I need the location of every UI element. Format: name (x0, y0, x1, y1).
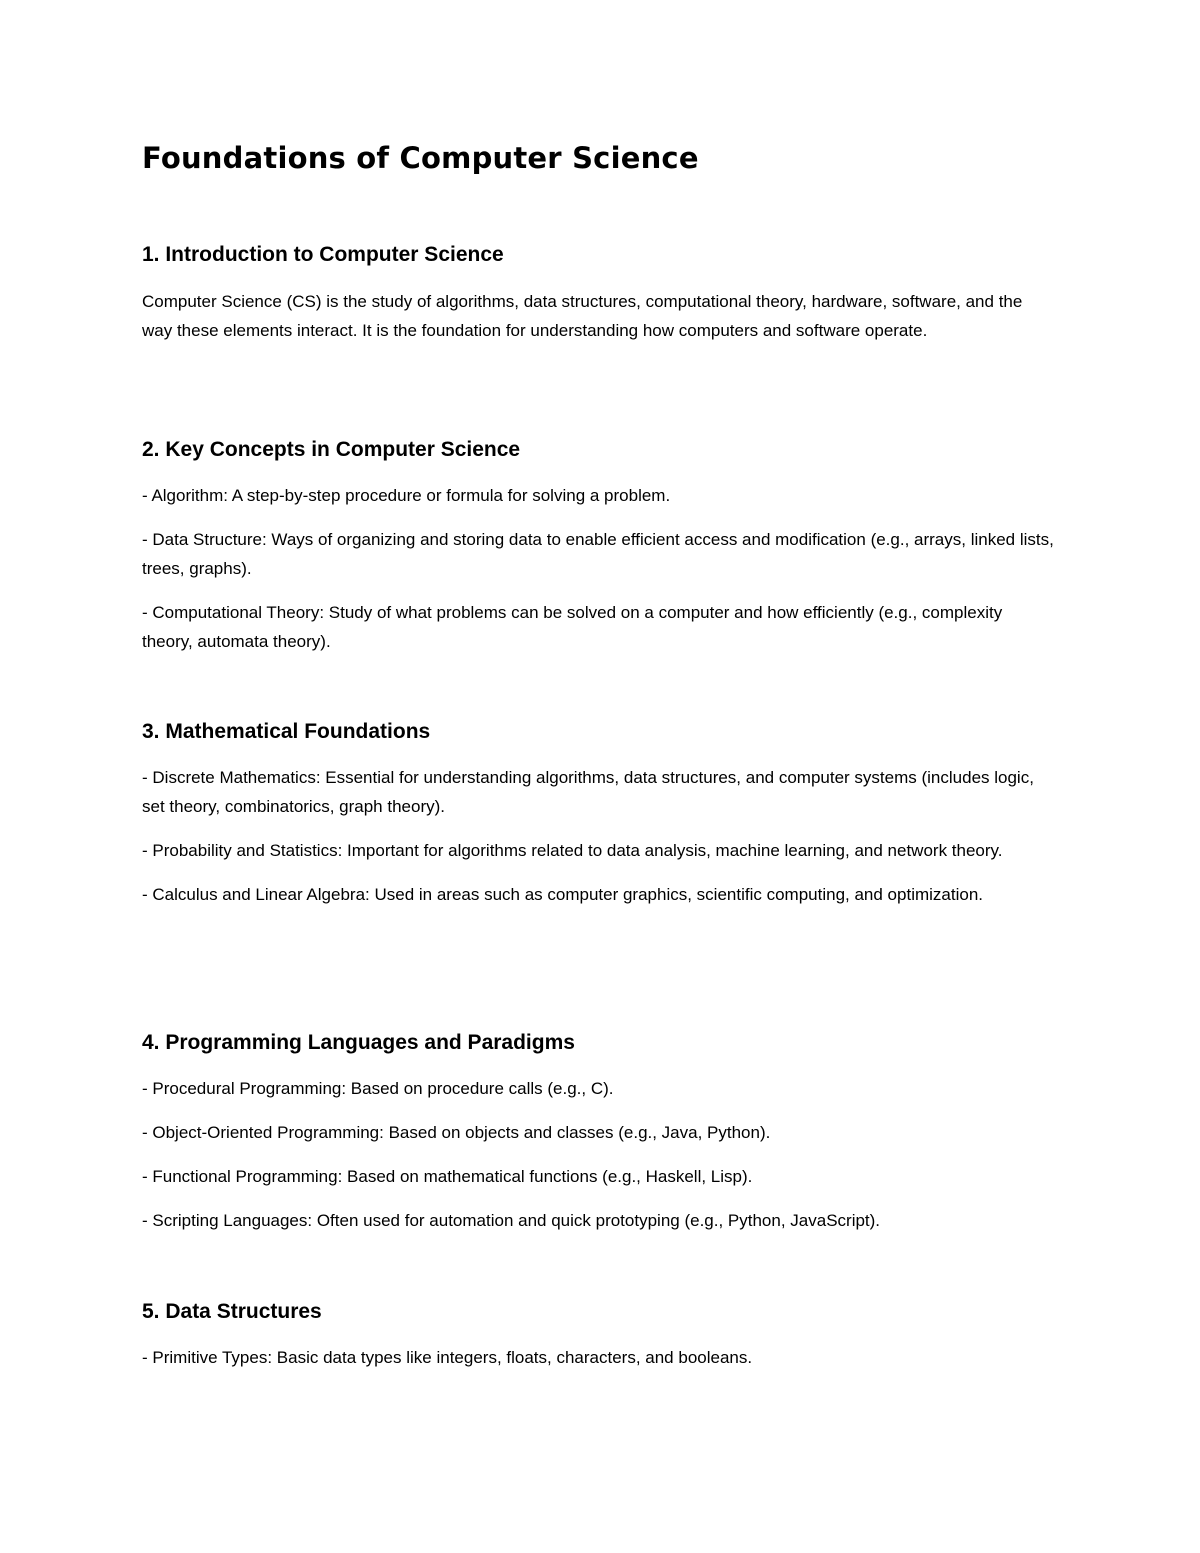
list-item: - Primitive Types: Basic data types like integers, floats, characters, and booleans. (142, 1348, 753, 1367)
list-item: - Discrete Mathematics: Essential for understanding algorithms, data structures, and computer systems (includes logic, set theory, combinatorics, graph theory). (142, 768, 1034, 816)
section-heading: 4. Programming Languages and Paradigms (142, 1031, 575, 1054)
list-item: - Scripting Languages: Often used for automation and quick prototyping (e.g., Python, JavaScript). (142, 1211, 881, 1230)
section-data-structures (142, 1297, 1057, 1372)
section-heading: 5. Data Structures (142, 1300, 322, 1323)
section-introduction (142, 240, 1057, 345)
list-item: - Data Structure: Ways of organizing and storing data to enable efficient access and modification (e.g., arrays, linked lists, trees, graphs). (142, 530, 1054, 578)
section-heading: 2. Key Concepts in Computer Science (142, 438, 521, 461)
section-heading: 3. Mathematical Foundations (142, 720, 431, 743)
list-item: - Functional Programming: Based on mathematical functions (e.g., Haskell, Lisp). (142, 1167, 753, 1186)
section-programming-languages (142, 1028, 1057, 1235)
section-paragraph: Computer Science (CS) is the study of algorithms, data structures, computational theory, hardware, software, and the way these elements interact. It is the foundation for understanding how computers and software operate. (142, 292, 1023, 340)
list-item: - Calculus and Linear Algebra: Used in areas such as computer graphics, scientific computing, and optimization. (142, 885, 983, 904)
section-key-concepts (142, 435, 1057, 656)
list-item: - Probability and Statistics: Important for algorithms related to data analysis, machine learning, and network theory. (142, 841, 1003, 860)
section-heading: 1. Introduction to Computer Science (142, 243, 504, 266)
list-item: - Algorithm: A step-by-step procedure or formula for solving a problem. (142, 486, 671, 505)
document-title: Foundations of Computer Science (142, 141, 699, 175)
section-mathematical-foundations (142, 717, 1057, 909)
list-item: - Procedural Programming: Based on procedure calls (e.g., C). (142, 1079, 614, 1098)
list-item: - Computational Theory: Study of what problems can be solved on a computer and how efficiently (e.g., complexity theory, automata theory). (142, 603, 1003, 651)
list-item: - Object-Oriented Programming: Based on objects and classes (e.g., Java, Python). (142, 1123, 771, 1142)
